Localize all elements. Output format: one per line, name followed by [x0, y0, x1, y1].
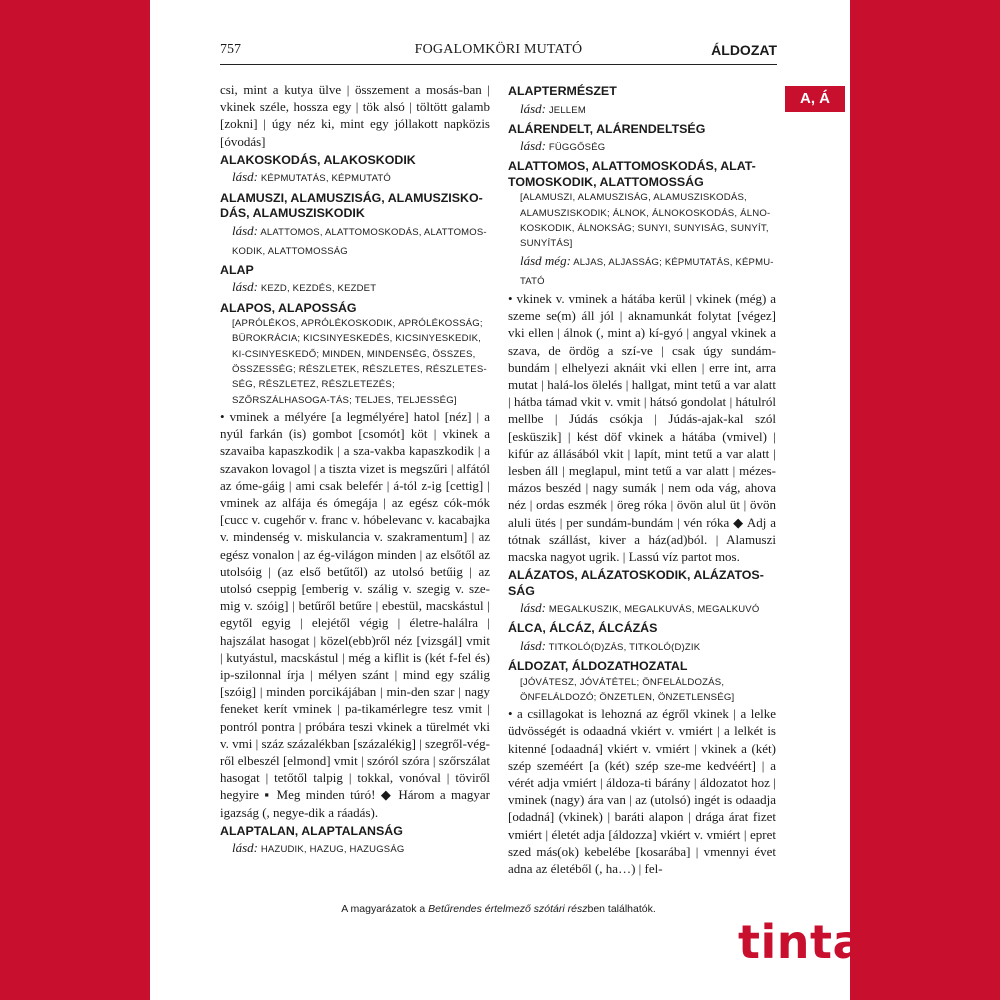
reference-targets: TITKOLÓ(D)ZÁS, TITKOLÓ(D)ZIK — [546, 641, 701, 653]
left-column — [220, 81, 490, 858]
entry-headword: ALAMUSZI, ALAMUSZISÁG, ALAMUSZISKO-DÁS, ALAMUSZISKODIK — [220, 190, 483, 221]
entry-headword: ALÁRENDELT, ALÁRENDELTSÉG — [508, 121, 706, 136]
lasd-label: lásd: — [520, 138, 546, 154]
reference-targets: MEGALKUSZIK, MEGALKUVÁS, MEGALKUVÓ — [546, 604, 760, 616]
page-number: 757 — [220, 42, 241, 57]
cross-reference — [220, 222, 490, 260]
lasd-label: lásd még: — [520, 252, 571, 268]
synonym-list: [APRÓLÉKOS, APRÓLÉKOSKODIK, APRÓLÉKOSSÁG; BÜROKRÁCIA; KICSINYESKEDÉS, KICSINYESKEDIK, KI-CSINYESKEDŐ; MINDEN, MINDENSÉG, ÖSSZES, ÖSSZESSÉG; RÉSZLETEK, RÉSZLETES, RÉSZLETES-SÉG, RÉSZLETEZ, RÉSZLETEZÉS; SZŐRSZÁLHASOGA-TÁS; TELJES, TELJESSÉG] — [232, 318, 487, 406]
thumb-index-tab[interactable]: A, Á — [785, 86, 845, 112]
footer-note — [220, 903, 777, 915]
entry-headword: ALAPTALAN, ALAPTALANSÁG — [220, 823, 403, 838]
lasd-label: lásd: — [520, 600, 546, 616]
synonym-list: [ALAMUSZI, ALAMUSZISÁG, ALAMUSZISKODÁS, ALAMUSZISKODIK; ÁLNOK, ÁLNOKOSKODÁS, ÁLNO-KOSKODIK, ÁLNOKSÁG; SUNYI, SUNYISÁG, SUNYÍT, SUNYÍTÁS] — [520, 192, 771, 250]
cross-reference — [508, 599, 776, 618]
reference-targets: ALATTOMOS, ALATTOMOSKODÁS, ALATTOMOS-KODIK, ALATTOMOSSÁG — [232, 226, 487, 257]
entry-text: • a csillagokat is lehozná az égről vkinek | a lelke üdvösségét is odaadná vkiért v. vmiért | a lelkét is kitenné [odaadná] vkiért v. vmiért | vkinek a (két) szép szeméért [a (két) szép sze-me kedvéért] | a vérét adja vmiért | áldoza-ti bárány | áldozatot hoz | vminek (nagy) ára van | az (utolsó) ingét is odaadja [odadná] (vkinek) | baráti alapon | drága árat fizet vmiért | életét adja [áldozza] vkiért v. vmiért | epret szed más(ok) kebelébe [kosarába] | vmennyi évet adna az életéből (, ha…) | fel- — [508, 706, 776, 877]
cross-reference — [220, 168, 490, 187]
entry-text: csi, mint a kutya ülve | összement a mosás-ban | vkinek széle, hossza egy | tök alsó | töltött galamb [zokni] | úgy néz ki, mint egy jóllakott napközis [óvodás] — [220, 82, 490, 149]
lasd-label: lásd: — [232, 279, 258, 295]
entry-text: • vminek a mélyére [a legmélyére] hatol [néz] | a nyúl farkán (is) gombot [csomót] köt | vkinek a szavaiba kapaszkodik | a sza-vakba kapaszkodik | a szavakon lovagol | a tiszta vizet is megszűri | alfától az óme-gáig | ami csak belefér | á-tól z-ig [cettig] | vminek az alfája és ómegája | az egész cók-mók [cucc v. cugehőr v. franc v. hóbelevanc v. kacabajka v. mindenség v. miskulancia v. szakramentum] | az egész vonalon | az ég-világon minden | az elsőtől az utolsóig | (az első betűtől) az utolsó betűig | az utolsó cseppig [emberig v. szálig v. szegig v. sze-mig v. szóig] | betűről betűre | ebestül, macskástul | egytől egyig | elejétől végig | életre-halálra | hajszálat hasogat | közel(ebb)ről néz [vizsgál] vmit | kutyástul, macskástul | még a kiflit is (két f-fel és) ip-szilonnal írja | mélyen szánt | mind egy szálig [szóig] | minden porcikájában | min-den szar | nagy feneket kerít vminek | pa-tikamérlegre tesz vmit | pontról pontra | próbára teszi vkinek a türelmét vki v. vmi | száz százalékban [százalékig] | szegről-vég-ről elbeszél [elmond] vmit | szóról szóra | szőrszálat hasogat | tetőtől talpig | tokkal, vonóval | töviről hegyire ▪ Meg minden túró! ◆ Három a magyar igazság (, negye-dik a ráadás). — [220, 408, 491, 820]
cross-reference — [220, 278, 490, 297]
footer-note-start: A magyarázatok a — [341, 903, 429, 915]
reference-targets: JELLEM — [546, 104, 586, 116]
entry-headword: ALAP — [220, 262, 254, 277]
reference-targets: FÜGGŐSÉG — [546, 142, 606, 154]
lasd-label: lásd: — [232, 840, 258, 856]
cross-reference — [220, 839, 490, 858]
cross-reference — [508, 252, 776, 290]
entry-text: • vkinek v. vminek a hátába kerül | vkinek (még) a szeme se(m) áll jól | aknamunkát folytat [végez] vki ellen | álnok (, mint a) kí-gyó | angyal vkinek a szava, de ördög a szí-ve | csak úgy sundám-bundám | elhelyezi aknáit vki ellen | erre int, arra mutat | halá-los ölelés | hallgat, mint tetű a var alatt | hátba támad vkit v. vmit | hátsó gondolat | hátulról mellbe | Júdás csókja | Júdás-ajak-kal szól [esküszik] | kést döf vkinek a hátába (vmivel) | kifúr az állásából vkit | lapít, mint tetű a var alatt | lesben áll | meglapul, mint tetű a var alatt | mézes-mázos beszéd | nagy sumák | nem oda vág, ahova néz | ordas eszmék | öreg róka | övön alul üt | övön aluli ütés | per sundám-bundám | vén róka ◆ Adj a tótnak szállást, kiver a ház(ad)ból. | Alamuszi macska nagyot ugrik. | Lassú víz partot mos. — [508, 291, 776, 565]
footer-note-end: ben találhatók. — [587, 903, 656, 915]
section-title: FOGALOMKÖRI MUTATÓ — [414, 42, 583, 57]
entry-headword: ÁLCA, ÁLCÁZ, ÁLCÁZÁS — [508, 621, 658, 636]
running-header — [220, 40, 777, 65]
lasd-label: lásd: — [520, 637, 546, 653]
cross-reference — [508, 100, 776, 119]
entry-headword: ALAKOSKODÁS, ALAKOSKODIK — [220, 152, 416, 167]
entry-headword: ÁLDOZAT, ÁLDOZATHOZATAL — [508, 659, 688, 674]
entry-headword: ALAPTERMÉSZET — [508, 84, 617, 98]
entry-headword: ALAPOS, ALAPOSSÁG — [220, 300, 357, 315]
reference-targets: KEZD, KEZDÉS, KEZDET — [258, 283, 377, 295]
entry-headword: ALATTOMOS, ALATTOMOSKODÁS, ALAT-TOMOSKODIK, ALATTOMOSSÁG — [508, 159, 756, 189]
synonym-list: [JÓVÁTESZ, JÓVÁTÉTEL; ÖNFELÁLDOZÁS, ÖNFELÁLDOZÓ; ÖNZETLEN, ÖNZETLENSÉG] — [520, 676, 735, 703]
publisher-logo: tinta.hu — [738, 915, 949, 969]
reference-targets: HAZUDIK, HAZUG, HAZUGSÁG — [258, 844, 405, 856]
running-headword: ÁLDOZAT — [711, 42, 777, 58]
lasd-label: lásd: — [232, 222, 258, 238]
cross-reference — [508, 137, 776, 156]
footer-note-italic: Betűrendes értelmező szótári rész — [428, 903, 588, 915]
entry-headword: ALÁZATOS, ALÁZATOSKODIK, ALÁZATOS-SÁG — [508, 568, 764, 598]
cross-reference — [508, 637, 776, 656]
lasd-label: lásd: — [232, 169, 258, 185]
reference-targets: ALJAS, ALJASSÁG; KÉPMUTATÁS, KÉPMU-TATÓ — [520, 256, 774, 287]
reference-targets: KÉPMUTATÁS, KÉPMUTATÓ — [258, 173, 392, 185]
lasd-label: lásd: — [520, 100, 546, 116]
right-column — [508, 81, 776, 877]
